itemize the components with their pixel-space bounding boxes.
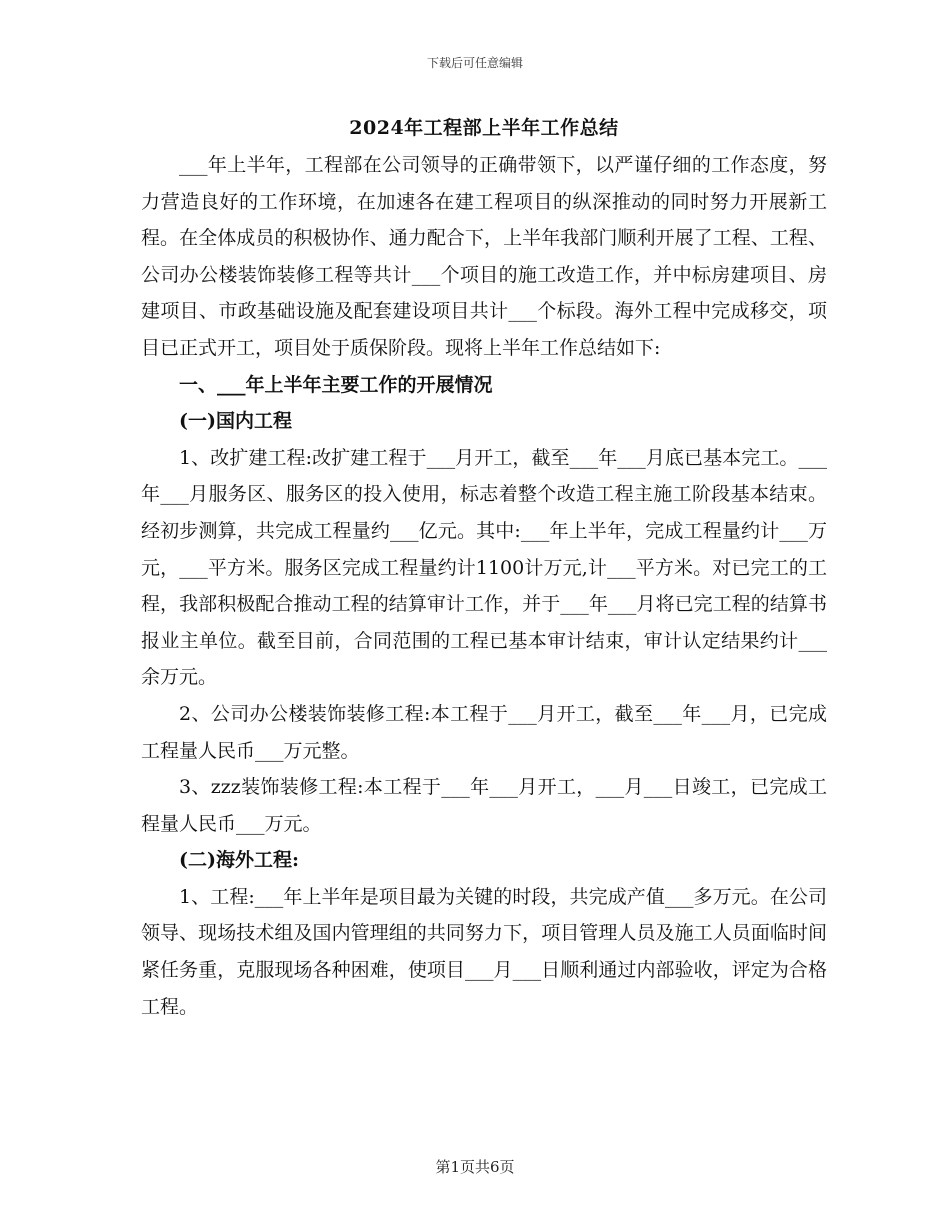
page-header: 下载后可任意编辑 <box>426 56 523 70</box>
section-heading-main-work: 一、___年上半年主要工作的开展情况 <box>179 373 493 396</box>
subsection-heading-domestic: (一)国内工程 <box>179 410 292 433</box>
overseas-paragraph-1: 1、工程:___年上半年是项目最为关键的时段，共完成产值___多万元。在公司领导、现场技术组及国内管理组的共同努力下，项目管理人员及施工人员面临时间紧任务重，克服现场各种困难，使项目___月___日顺利通过内部验收，评定为合格工程。 <box>141 885 827 1018</box>
document-body <box>141 109 827 1025</box>
intro-paragraph: ___年上半年，工程部在公司领导的正确带领下，以严谨仔细的工作态度，努力营造良好的工作环境，在加速各在建工程项目的纵深推动的同时努力开展新工程。在全体成员的积极协作、通力配合下，上半年我部门顺利开展了工程、工程、公司办公楼装饰装修工程等共计___个项目的施工改造工作，并中标房建项目、房建项目、市政基础设施及配套建设项目共计___个标段。海外工程中完成移交，项目已正式开工，项目处于质保阶段。现将上半年工作总结如下: <box>141 154 827 359</box>
page-footer: 第1页共6页 <box>435 1158 515 1176</box>
subsection-heading-overseas: (二)海外工程: <box>179 849 299 872</box>
domestic-paragraph-2: 2、公司办公楼装饰装修工程:本工程于___月开工，截至___年___月，已完成工程量人民币___万元整。 <box>141 702 827 762</box>
document-title: 2024年工程部上半年工作总结 <box>349 117 619 139</box>
domestic-paragraph-1: 1、改扩建工程:改扩建工程于___月开工，截至___年___月底已基本完工。___年___月服务区、服务区的投入使用，标志着整个改造工程主施工阶段基本结束。经初步测算，共完成工程量约___亿元。其中:___年上半年，完成工程量约计___万元，___平方米。服务区完成工程量约计1100计万元,计___平方米。对已完工的工程，我部积极配合推动工程的结算审计工作，并于___年___月将已完工程的结算书报业主单位。截至目前，合同范围的工程已基本审计结束，审计认定结果约计___余万元。 <box>141 446 827 689</box>
domestic-paragraph-3: 3、zzz装饰装修工程:本工程于___年___月开工，___月___日竣工，已完成工程量人民币___万元。 <box>141 776 827 835</box>
